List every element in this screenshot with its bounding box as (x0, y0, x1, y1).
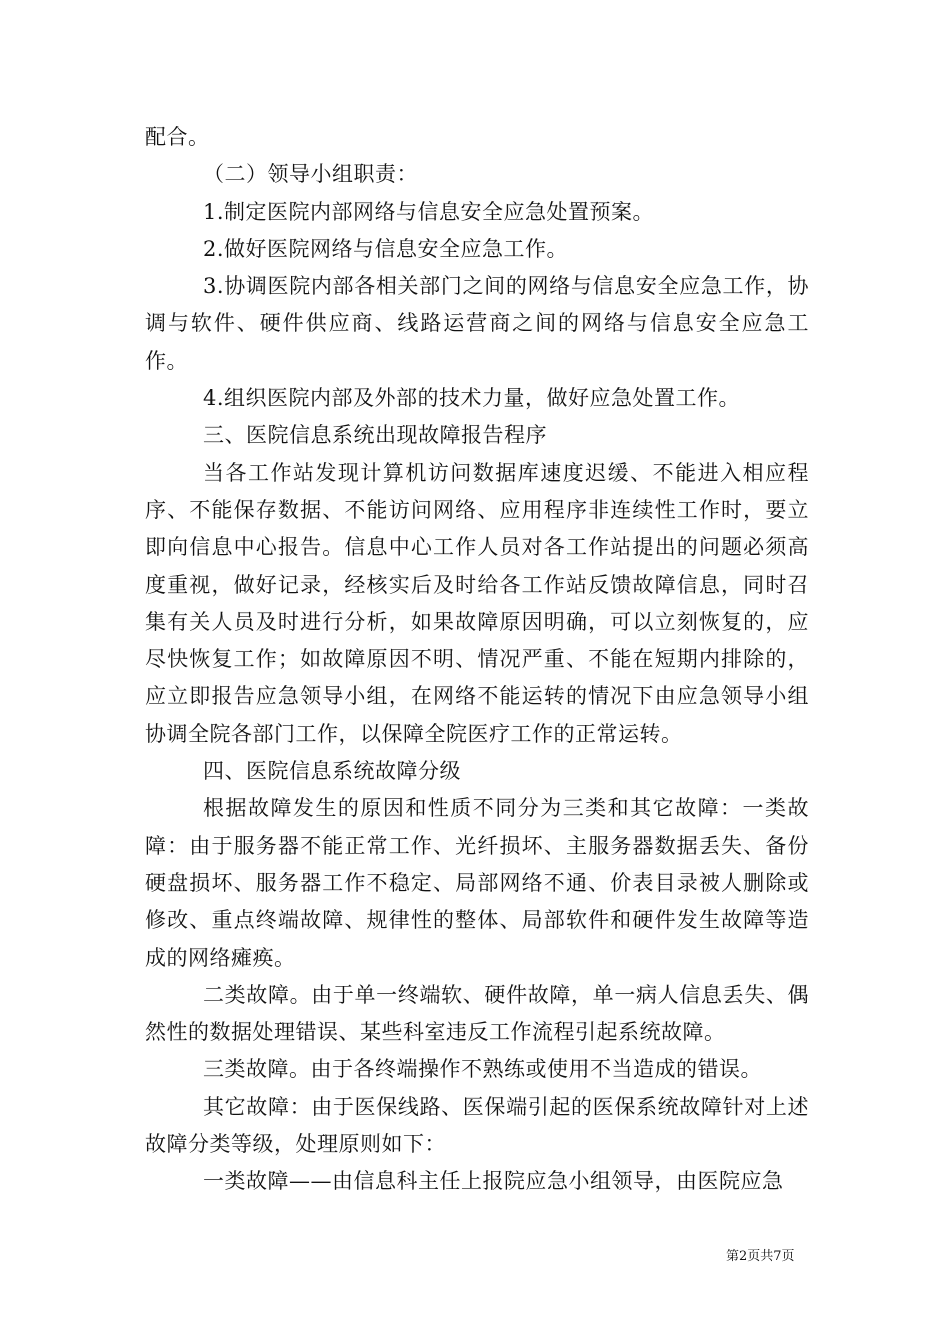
list-item: 4.组织医院内部及外部的技术力量，做好应急处置工作。 (203, 386, 741, 411)
paragraph: 二类故障。由于单一终端软、硬件故障，单一病人信息丢失、偶然性的数据处理错误、某些科室违反工作流程引起系统故障。 (145, 982, 809, 1045)
section-heading: 三、医院信息系统出现故障报告程序 (203, 423, 547, 448)
section-heading: 四、医院信息系统故障分级 (203, 759, 461, 784)
paragraph: 一类故障——由信息科主任上报院应急小组领导，由医院应急 (203, 1169, 784, 1194)
section-heading: （二）领导小组职责： (203, 162, 418, 187)
document-body (145, 119, 809, 1201)
paragraph: 其它故障：由于医保线路、医保端引起的医保系统故障针对上述故障分类等级，处理原则如下： (145, 1094, 809, 1157)
paragraph: 三类故障。由于各终端操作不熟练或使用不当造成的错误。 (203, 1057, 762, 1082)
paragraph: 根据故障发生的原因和性质不同分为三类和其它故障：一类故障：由于服务器不能正常工作、光纤损坏、主服务器数据丢失、备份硬盘损坏、服务器工作不稳定、局部网络不通、价表目录被人删除或修改、重点终端故障、规律性的整体、局部软件和硬件发生故障等造成的网络瘫痪。 (145, 796, 809, 970)
list-item: 2.做好医院网络与信息安全应急工作。 (203, 236, 569, 261)
paragraph: 当各工作站发现计算机访问数据库速度迟缓、不能进入相应程序、不能保存数据、不能访问网络、应用程序非连续性工作时，要立即向信息中心报告。信息中心工作人员对各工作站提出的问题必须高度重视，做好记录，经核实后及时给各工作站反馈故障信息，同时召集有关人员及时进行分析，如果故障原因明确，可以立刻恢复的，应尽快恢复工作；如故障原因不明、情况严重、不能在短期内排除的，应立即报告应急领导小组，在网络不能运转的情况下由应急领导小组协调全院各部门工作，以保障全院医疗工作的正常运转。 (145, 460, 809, 746)
list-item: 1.制定医院内部网络与信息安全应急处置预案。 (203, 199, 655, 224)
list-item: 3.协调医院内部各相关部门之间的网络与信息安全应急工作，协调与软件、硬件供应商、线路运营商之间的网络与信息安全应急工作。 (145, 274, 809, 373)
paragraph: 配合。 (145, 125, 210, 149)
page-number-footer: 第2页共7页 (726, 1249, 795, 1264)
